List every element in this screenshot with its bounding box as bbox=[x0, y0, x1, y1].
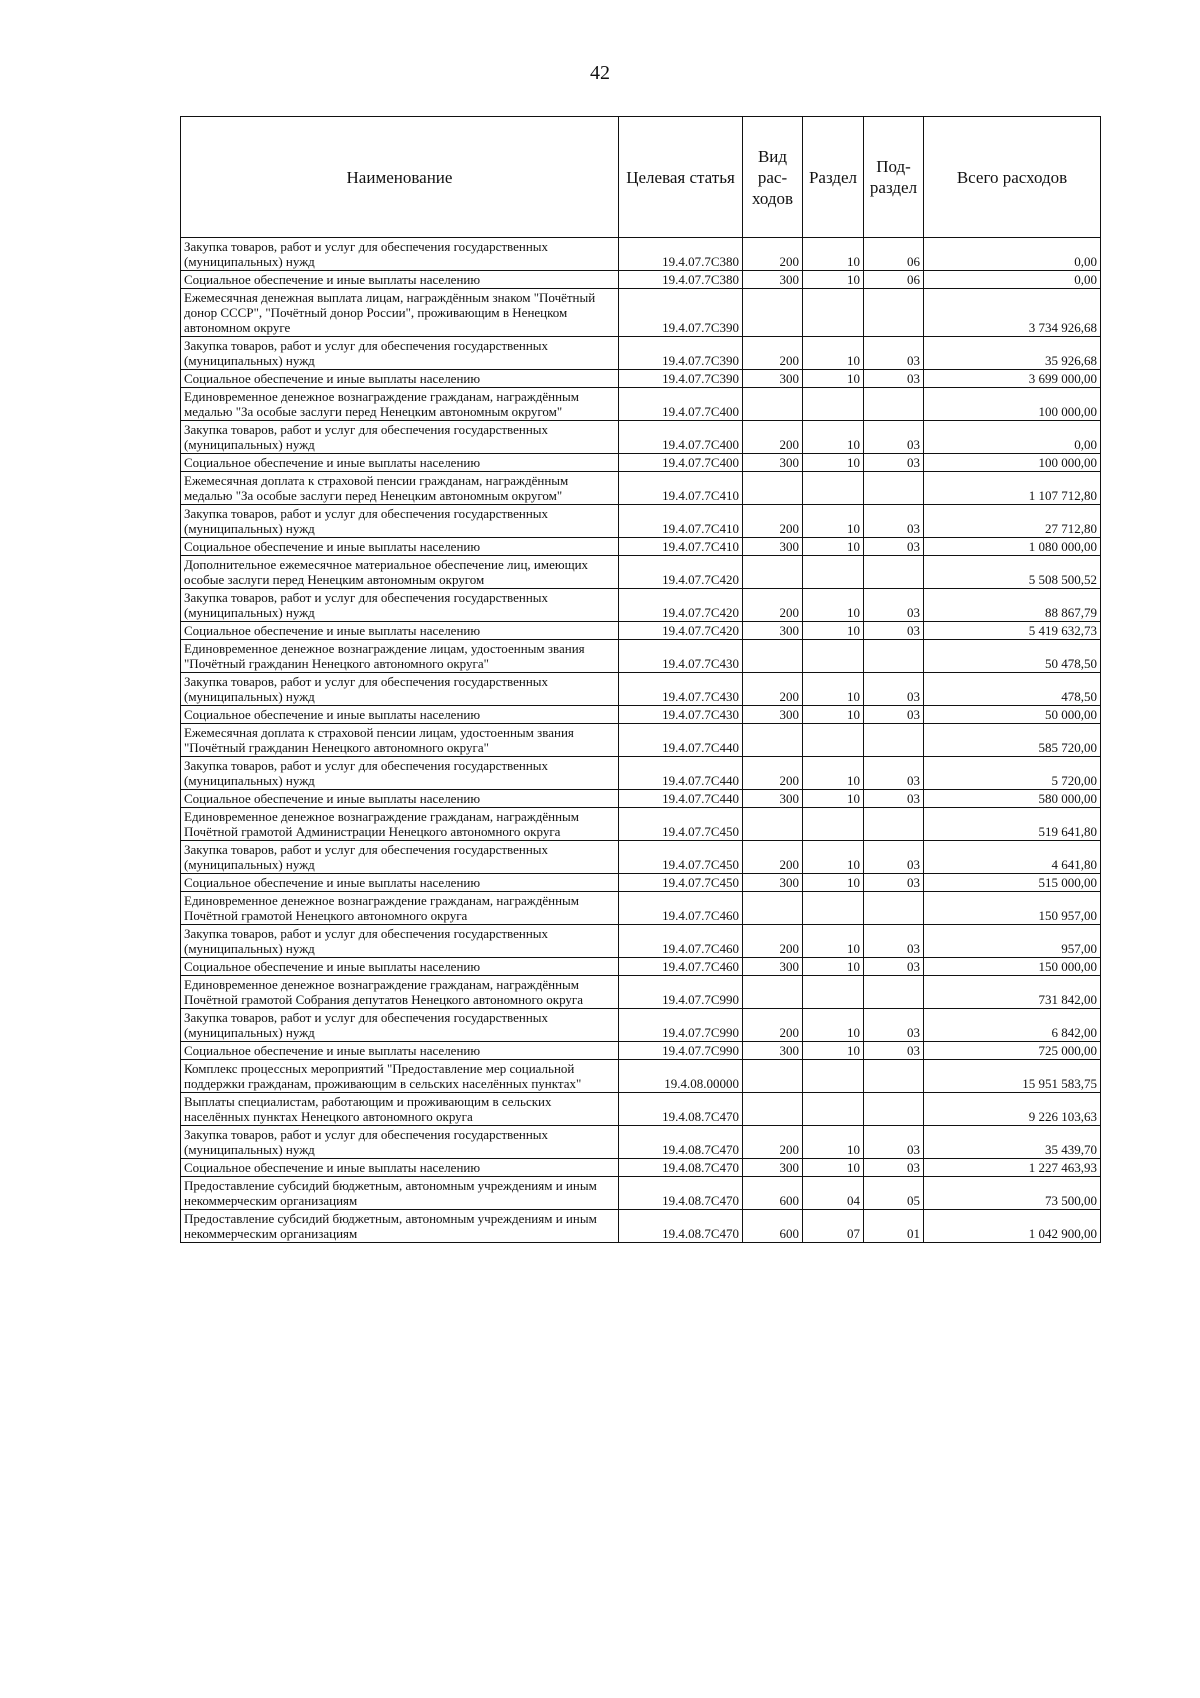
table-row bbox=[181, 706, 1101, 724]
row-target-article: 19.4.07.7С450 bbox=[619, 874, 743, 892]
row-expense-type bbox=[743, 892, 803, 925]
row-expense-type: 600 bbox=[743, 1210, 803, 1243]
row-section: 10 bbox=[803, 925, 864, 958]
row-target-article: 19.4.07.7С990 bbox=[619, 1009, 743, 1042]
row-section: 10 bbox=[803, 271, 864, 289]
row-expense-type bbox=[743, 556, 803, 589]
table-row bbox=[181, 1060, 1101, 1093]
row-expense-type bbox=[743, 388, 803, 421]
row-name: Социальное обеспечение и иные выплаты населению bbox=[181, 370, 619, 388]
row-expense-type: 200 bbox=[743, 421, 803, 454]
row-total: 519 641,80 bbox=[924, 808, 1101, 841]
row-name: Закупка товаров, работ и услуг для обеспечения государственных (муниципальных) нужд bbox=[181, 1009, 619, 1042]
row-name: Социальное обеспечение и иные выплаты населению bbox=[181, 538, 619, 556]
row-subsection: 03 bbox=[864, 370, 924, 388]
row-subsection: 03 bbox=[864, 757, 924, 790]
row-section bbox=[803, 640, 864, 673]
row-target-article: 19.4.07.7С400 bbox=[619, 388, 743, 421]
row-subsection: 03 bbox=[864, 706, 924, 724]
header-section: Раздел bbox=[803, 117, 864, 238]
row-section bbox=[803, 892, 864, 925]
row-total: 0,00 bbox=[924, 271, 1101, 289]
row-section: 10 bbox=[803, 1159, 864, 1177]
row-total: 150 000,00 bbox=[924, 958, 1101, 976]
row-target-article: 19.4.07.7С450 bbox=[619, 841, 743, 874]
table-row bbox=[181, 538, 1101, 556]
table-row bbox=[181, 421, 1101, 454]
row-total: 1 107 712,80 bbox=[924, 472, 1101, 505]
row-expense-type bbox=[743, 1093, 803, 1126]
row-name: Закупка товаров, работ и услуг для обеспечения государственных (муниципальных) нужд bbox=[181, 925, 619, 958]
row-target-article: 19.4.07.7С400 bbox=[619, 421, 743, 454]
table-row bbox=[181, 976, 1101, 1009]
row-subsection: 03 bbox=[864, 505, 924, 538]
row-subsection bbox=[864, 388, 924, 421]
row-expense-type bbox=[743, 976, 803, 1009]
table-row bbox=[181, 271, 1101, 289]
row-target-article: 19.4.07.7С440 bbox=[619, 757, 743, 790]
table-row bbox=[181, 388, 1101, 421]
row-name: Ежемесячная доплата к страховой пенсии лицам, удостоенным звания "Почётный гражданин Ненецкого автономного округа" bbox=[181, 724, 619, 757]
row-name: Единовременное денежное вознаграждение лицам, удостоенным звания "Почётный гражданин Ненецкого автономного округа" bbox=[181, 640, 619, 673]
row-target-article: 19.4.07.7С990 bbox=[619, 976, 743, 1009]
row-section: 10 bbox=[803, 622, 864, 640]
table-row bbox=[181, 757, 1101, 790]
row-target-article: 19.4.07.7С990 bbox=[619, 1042, 743, 1060]
row-name: Социальное обеспечение и иные выплаты населению bbox=[181, 790, 619, 808]
table-row bbox=[181, 1042, 1101, 1060]
row-name: Закупка товаров, работ и услуг для обеспечения государственных (муниципальных) нужд bbox=[181, 1126, 619, 1159]
row-section: 10 bbox=[803, 589, 864, 622]
table-row bbox=[181, 1093, 1101, 1126]
row-subsection: 03 bbox=[864, 589, 924, 622]
row-expense-type: 300 bbox=[743, 958, 803, 976]
header-expense-type: Вид рас-ходов bbox=[743, 117, 803, 238]
row-name: Социальное обеспечение и иные выплаты населению bbox=[181, 1159, 619, 1177]
row-expense-type: 300 bbox=[743, 790, 803, 808]
row-subsection bbox=[864, 556, 924, 589]
row-subsection: 03 bbox=[864, 622, 924, 640]
row-target-article: 19.4.07.7С380 bbox=[619, 271, 743, 289]
row-subsection: 03 bbox=[864, 1042, 924, 1060]
table-row bbox=[181, 841, 1101, 874]
row-name: Единовременное денежное вознаграждение гражданам, награждённым Почётной грамотой Администрации Ненецкого автономного округа bbox=[181, 808, 619, 841]
row-expense-type: 300 bbox=[743, 538, 803, 556]
table-row bbox=[181, 1009, 1101, 1042]
row-target-article: 19.4.08.00000 bbox=[619, 1060, 743, 1093]
row-expense-type: 200 bbox=[743, 505, 803, 538]
row-total: 50 000,00 bbox=[924, 706, 1101, 724]
row-expense-type: 300 bbox=[743, 454, 803, 472]
row-total: 100 000,00 bbox=[924, 454, 1101, 472]
row-target-article: 19.4.07.7С460 bbox=[619, 925, 743, 958]
row-name: Социальное обеспечение и иные выплаты населению bbox=[181, 271, 619, 289]
row-target-article: 19.4.07.7С420 bbox=[619, 622, 743, 640]
row-subsection bbox=[864, 472, 924, 505]
row-section: 04 bbox=[803, 1177, 864, 1210]
row-total: 580 000,00 bbox=[924, 790, 1101, 808]
table-header-row bbox=[181, 117, 1101, 238]
row-target-article: 19.4.07.7С380 bbox=[619, 238, 743, 271]
row-section: 10 bbox=[803, 790, 864, 808]
row-name: Единовременное денежное вознаграждение гражданам, награждённым Почётной грамотой Ненецкого автономного округа bbox=[181, 892, 619, 925]
table-row bbox=[181, 925, 1101, 958]
row-total: 100 000,00 bbox=[924, 388, 1101, 421]
row-subsection: 06 bbox=[864, 238, 924, 271]
row-name: Закупка товаров, работ и услуг для обеспечения государственных (муниципальных) нужд bbox=[181, 337, 619, 370]
row-subsection: 01 bbox=[864, 1210, 924, 1243]
row-expense-type bbox=[743, 472, 803, 505]
row-section bbox=[803, 976, 864, 1009]
row-expense-type: 300 bbox=[743, 622, 803, 640]
row-section bbox=[803, 388, 864, 421]
row-target-article: 19.4.07.7С450 bbox=[619, 808, 743, 841]
table-row bbox=[181, 1177, 1101, 1210]
row-total: 515 000,00 bbox=[924, 874, 1101, 892]
row-subsection: 03 bbox=[864, 874, 924, 892]
row-expense-type: 300 bbox=[743, 370, 803, 388]
row-total: 88 867,79 bbox=[924, 589, 1101, 622]
row-expense-type: 200 bbox=[743, 925, 803, 958]
table-row bbox=[181, 289, 1101, 337]
table-row bbox=[181, 370, 1101, 388]
table-row bbox=[181, 556, 1101, 589]
row-total: 5 419 632,73 bbox=[924, 622, 1101, 640]
row-name: Закупка товаров, работ и услуг для обеспечения государственных (муниципальных) нужд bbox=[181, 673, 619, 706]
row-subsection bbox=[864, 724, 924, 757]
row-total: 9 226 103,63 bbox=[924, 1093, 1101, 1126]
row-name: Социальное обеспечение и иные выплаты населению bbox=[181, 874, 619, 892]
row-expense-type bbox=[743, 1060, 803, 1093]
row-target-article: 19.4.07.7С410 bbox=[619, 538, 743, 556]
row-subsection: 03 bbox=[864, 421, 924, 454]
row-total: 3 734 926,68 bbox=[924, 289, 1101, 337]
row-target-article: 19.4.07.7С390 bbox=[619, 289, 743, 337]
row-name: Закупка товаров, работ и услуг для обеспечения государственных (муниципальных) нужд bbox=[181, 421, 619, 454]
row-section: 10 bbox=[803, 706, 864, 724]
table-row bbox=[181, 589, 1101, 622]
row-target-article: 19.4.07.7С460 bbox=[619, 892, 743, 925]
row-name: Выплаты специалистам, работающим и проживающим в сельских населённых пунктах Ненецкого автономного округа bbox=[181, 1093, 619, 1126]
row-name: Ежемесячная денежная выплата лицам, награждённым знаком "Почётный донор СССР", "Почётный донор России", проживающим в Ненецком автономном округе bbox=[181, 289, 619, 337]
row-section: 10 bbox=[803, 421, 864, 454]
row-name: Социальное обеспечение и иные выплаты населению bbox=[181, 622, 619, 640]
row-section: 10 bbox=[803, 1126, 864, 1159]
row-total: 1 227 463,93 bbox=[924, 1159, 1101, 1177]
row-expense-type: 200 bbox=[743, 673, 803, 706]
row-subsection bbox=[864, 808, 924, 841]
row-target-article: 19.4.07.7С400 bbox=[619, 454, 743, 472]
row-target-article: 19.4.07.7С430 bbox=[619, 706, 743, 724]
row-subsection bbox=[864, 289, 924, 337]
header-total: Всего расходов bbox=[924, 117, 1101, 238]
row-name: Закупка товаров, работ и услуг для обеспечения государственных (муниципальных) нужд bbox=[181, 238, 619, 271]
row-total: 1 042 900,00 bbox=[924, 1210, 1101, 1243]
row-total: 4 641,80 bbox=[924, 841, 1101, 874]
row-section: 10 bbox=[803, 337, 864, 370]
row-total: 3 699 000,00 bbox=[924, 370, 1101, 388]
row-subsection bbox=[864, 1060, 924, 1093]
row-name: Ежемесячная доплата к страховой пенсии гражданам, награждённым медалью "За особые заслуги перед Ненецким автономным округом" bbox=[181, 472, 619, 505]
row-section: 10 bbox=[803, 841, 864, 874]
table-row bbox=[181, 337, 1101, 370]
row-section: 10 bbox=[803, 454, 864, 472]
row-target-article: 19.4.07.7С390 bbox=[619, 370, 743, 388]
row-target-article: 19.4.07.7С440 bbox=[619, 790, 743, 808]
row-target-article: 19.4.07.7С460 bbox=[619, 958, 743, 976]
row-target-article: 19.4.07.7С440 bbox=[619, 724, 743, 757]
row-total: 27 712,80 bbox=[924, 505, 1101, 538]
row-expense-type: 200 bbox=[743, 757, 803, 790]
table-row bbox=[181, 640, 1101, 673]
row-section bbox=[803, 556, 864, 589]
row-total: 0,00 bbox=[924, 421, 1101, 454]
row-name: Предоставление субсидий бюджетным, автономным учреждениям и иным некоммерческим организациям bbox=[181, 1210, 619, 1243]
row-subsection: 03 bbox=[864, 841, 924, 874]
row-expense-type: 300 bbox=[743, 1042, 803, 1060]
row-subsection: 03 bbox=[864, 673, 924, 706]
row-expense-type: 300 bbox=[743, 1159, 803, 1177]
row-expense-type: 200 bbox=[743, 589, 803, 622]
row-name: Закупка товаров, работ и услуг для обеспечения государственных (муниципальных) нужд bbox=[181, 757, 619, 790]
row-target-article: 19.4.08.7С470 bbox=[619, 1093, 743, 1126]
table-row bbox=[181, 874, 1101, 892]
row-section bbox=[803, 724, 864, 757]
row-expense-type: 200 bbox=[743, 337, 803, 370]
row-subsection: 03 bbox=[864, 454, 924, 472]
row-target-article: 19.4.07.7С430 bbox=[619, 673, 743, 706]
row-subsection: 05 bbox=[864, 1177, 924, 1210]
row-expense-type: 200 bbox=[743, 1009, 803, 1042]
table-row bbox=[181, 238, 1101, 271]
row-subsection bbox=[864, 892, 924, 925]
row-section bbox=[803, 289, 864, 337]
row-section bbox=[803, 472, 864, 505]
row-total: 1 080 000,00 bbox=[924, 538, 1101, 556]
row-expense-type: 300 bbox=[743, 271, 803, 289]
row-subsection bbox=[864, 640, 924, 673]
row-name: Закупка товаров, работ и услуг для обеспечения государственных (муниципальных) нужд bbox=[181, 841, 619, 874]
row-target-article: 19.4.08.7С470 bbox=[619, 1177, 743, 1210]
row-expense-type bbox=[743, 640, 803, 673]
row-total: 6 842,00 bbox=[924, 1009, 1101, 1042]
row-total: 15 951 583,75 bbox=[924, 1060, 1101, 1093]
row-expense-type: 200 bbox=[743, 1126, 803, 1159]
row-total: 5 720,00 bbox=[924, 757, 1101, 790]
row-name: Единовременное денежное вознаграждение гражданам, награждённым Почётной грамотой Собрания депутатов Ненецкого автономного округа bbox=[181, 976, 619, 1009]
row-total: 150 957,00 bbox=[924, 892, 1101, 925]
row-subsection: 03 bbox=[864, 925, 924, 958]
page-number: 42 bbox=[590, 62, 610, 84]
row-name: Предоставление субсидий бюджетным, автономным учреждениям и иным некоммерческим организациям bbox=[181, 1177, 619, 1210]
header-target-article: Целевая статья bbox=[619, 117, 743, 238]
row-total: 957,00 bbox=[924, 925, 1101, 958]
table-row bbox=[181, 808, 1101, 841]
row-subsection: 03 bbox=[864, 958, 924, 976]
row-subsection bbox=[864, 976, 924, 1009]
row-name: Единовременное денежное вознаграждение гражданам, награждённым медалью "За особые заслуги перед Ненецким автономным округом" bbox=[181, 388, 619, 421]
row-section: 10 bbox=[803, 958, 864, 976]
row-expense-type: 300 bbox=[743, 706, 803, 724]
row-total: 73 500,00 bbox=[924, 1177, 1101, 1210]
row-section: 10 bbox=[803, 673, 864, 706]
row-section: 10 bbox=[803, 238, 864, 271]
header-subsection: Под-раздел bbox=[864, 117, 924, 238]
row-name: Закупка товаров, работ и услуг для обеспечения государственных (муниципальных) нужд bbox=[181, 505, 619, 538]
row-subsection: 03 bbox=[864, 1159, 924, 1177]
row-expense-type bbox=[743, 808, 803, 841]
row-section bbox=[803, 1060, 864, 1093]
row-name: Комплекс процессных мероприятий "Предоставление мер социальной поддержки гражданам, проживающим в сельских населённых пунктах" bbox=[181, 1060, 619, 1093]
row-target-article: 19.4.08.7С470 bbox=[619, 1210, 743, 1243]
row-total: 50 478,50 bbox=[924, 640, 1101, 673]
row-subsection: 03 bbox=[864, 1126, 924, 1159]
row-name: Социальное обеспечение и иные выплаты населению bbox=[181, 958, 619, 976]
row-section bbox=[803, 808, 864, 841]
row-total: 35 439,70 bbox=[924, 1126, 1101, 1159]
row-section: 10 bbox=[803, 757, 864, 790]
row-name: Дополнительное ежемесячное материальное обеспечение лиц, имеющих особые заслуги перед Ненецким автономным округом bbox=[181, 556, 619, 589]
row-target-article: 19.4.07.7С410 bbox=[619, 505, 743, 538]
row-subsection: 03 bbox=[864, 538, 924, 556]
row-name: Социальное обеспечение и иные выплаты населению bbox=[181, 706, 619, 724]
table-row bbox=[181, 622, 1101, 640]
row-section bbox=[803, 1093, 864, 1126]
row-total: 5 508 500,52 bbox=[924, 556, 1101, 589]
row-expense-type: 200 bbox=[743, 841, 803, 874]
row-total: 585 720,00 bbox=[924, 724, 1101, 757]
row-expense-type: 300 bbox=[743, 874, 803, 892]
row-total: 725 000,00 bbox=[924, 1042, 1101, 1060]
table-row bbox=[181, 454, 1101, 472]
row-expense-type bbox=[743, 724, 803, 757]
row-expense-type bbox=[743, 289, 803, 337]
row-total: 35 926,68 bbox=[924, 337, 1101, 370]
row-section: 10 bbox=[803, 370, 864, 388]
row-subsection: 03 bbox=[864, 790, 924, 808]
row-name: Социальное обеспечение и иные выплаты населению bbox=[181, 1042, 619, 1060]
table-row bbox=[181, 673, 1101, 706]
row-section: 10 bbox=[803, 1042, 864, 1060]
row-name: Закупка товаров, работ и услуг для обеспечения государственных (муниципальных) нужд bbox=[181, 589, 619, 622]
row-target-article: 19.4.08.7С470 bbox=[619, 1126, 743, 1159]
row-subsection: 03 bbox=[864, 337, 924, 370]
row-subsection bbox=[864, 1093, 924, 1126]
row-total: 731 842,00 bbox=[924, 976, 1101, 1009]
row-expense-type: 200 bbox=[743, 238, 803, 271]
table-row bbox=[181, 958, 1101, 976]
row-target-article: 19.4.07.7С420 bbox=[619, 556, 743, 589]
row-target-article: 19.4.07.7С430 bbox=[619, 640, 743, 673]
row-section: 10 bbox=[803, 505, 864, 538]
row-target-article: 19.4.08.7С470 bbox=[619, 1159, 743, 1177]
table-row bbox=[181, 724, 1101, 757]
row-section: 10 bbox=[803, 874, 864, 892]
table-row bbox=[181, 472, 1101, 505]
row-total: 0,00 bbox=[924, 238, 1101, 271]
header-name: Наименование bbox=[181, 117, 619, 238]
row-target-article: 19.4.07.7С390 bbox=[619, 337, 743, 370]
table-row bbox=[181, 505, 1101, 538]
table-row bbox=[181, 892, 1101, 925]
row-subsection: 06 bbox=[864, 271, 924, 289]
table-row bbox=[181, 790, 1101, 808]
row-expense-type: 600 bbox=[743, 1177, 803, 1210]
row-target-article: 19.4.07.7С410 bbox=[619, 472, 743, 505]
row-target-article: 19.4.07.7С420 bbox=[619, 589, 743, 622]
row-subsection: 03 bbox=[864, 1009, 924, 1042]
table-row bbox=[181, 1126, 1101, 1159]
row-name: Социальное обеспечение и иные выплаты населению bbox=[181, 454, 619, 472]
row-section: 10 bbox=[803, 538, 864, 556]
row-section: 10 bbox=[803, 1009, 864, 1042]
budget-table bbox=[180, 116, 1101, 1243]
table-row bbox=[181, 1210, 1101, 1243]
row-total: 478,50 bbox=[924, 673, 1101, 706]
table-row bbox=[181, 1159, 1101, 1177]
row-section: 07 bbox=[803, 1210, 864, 1243]
